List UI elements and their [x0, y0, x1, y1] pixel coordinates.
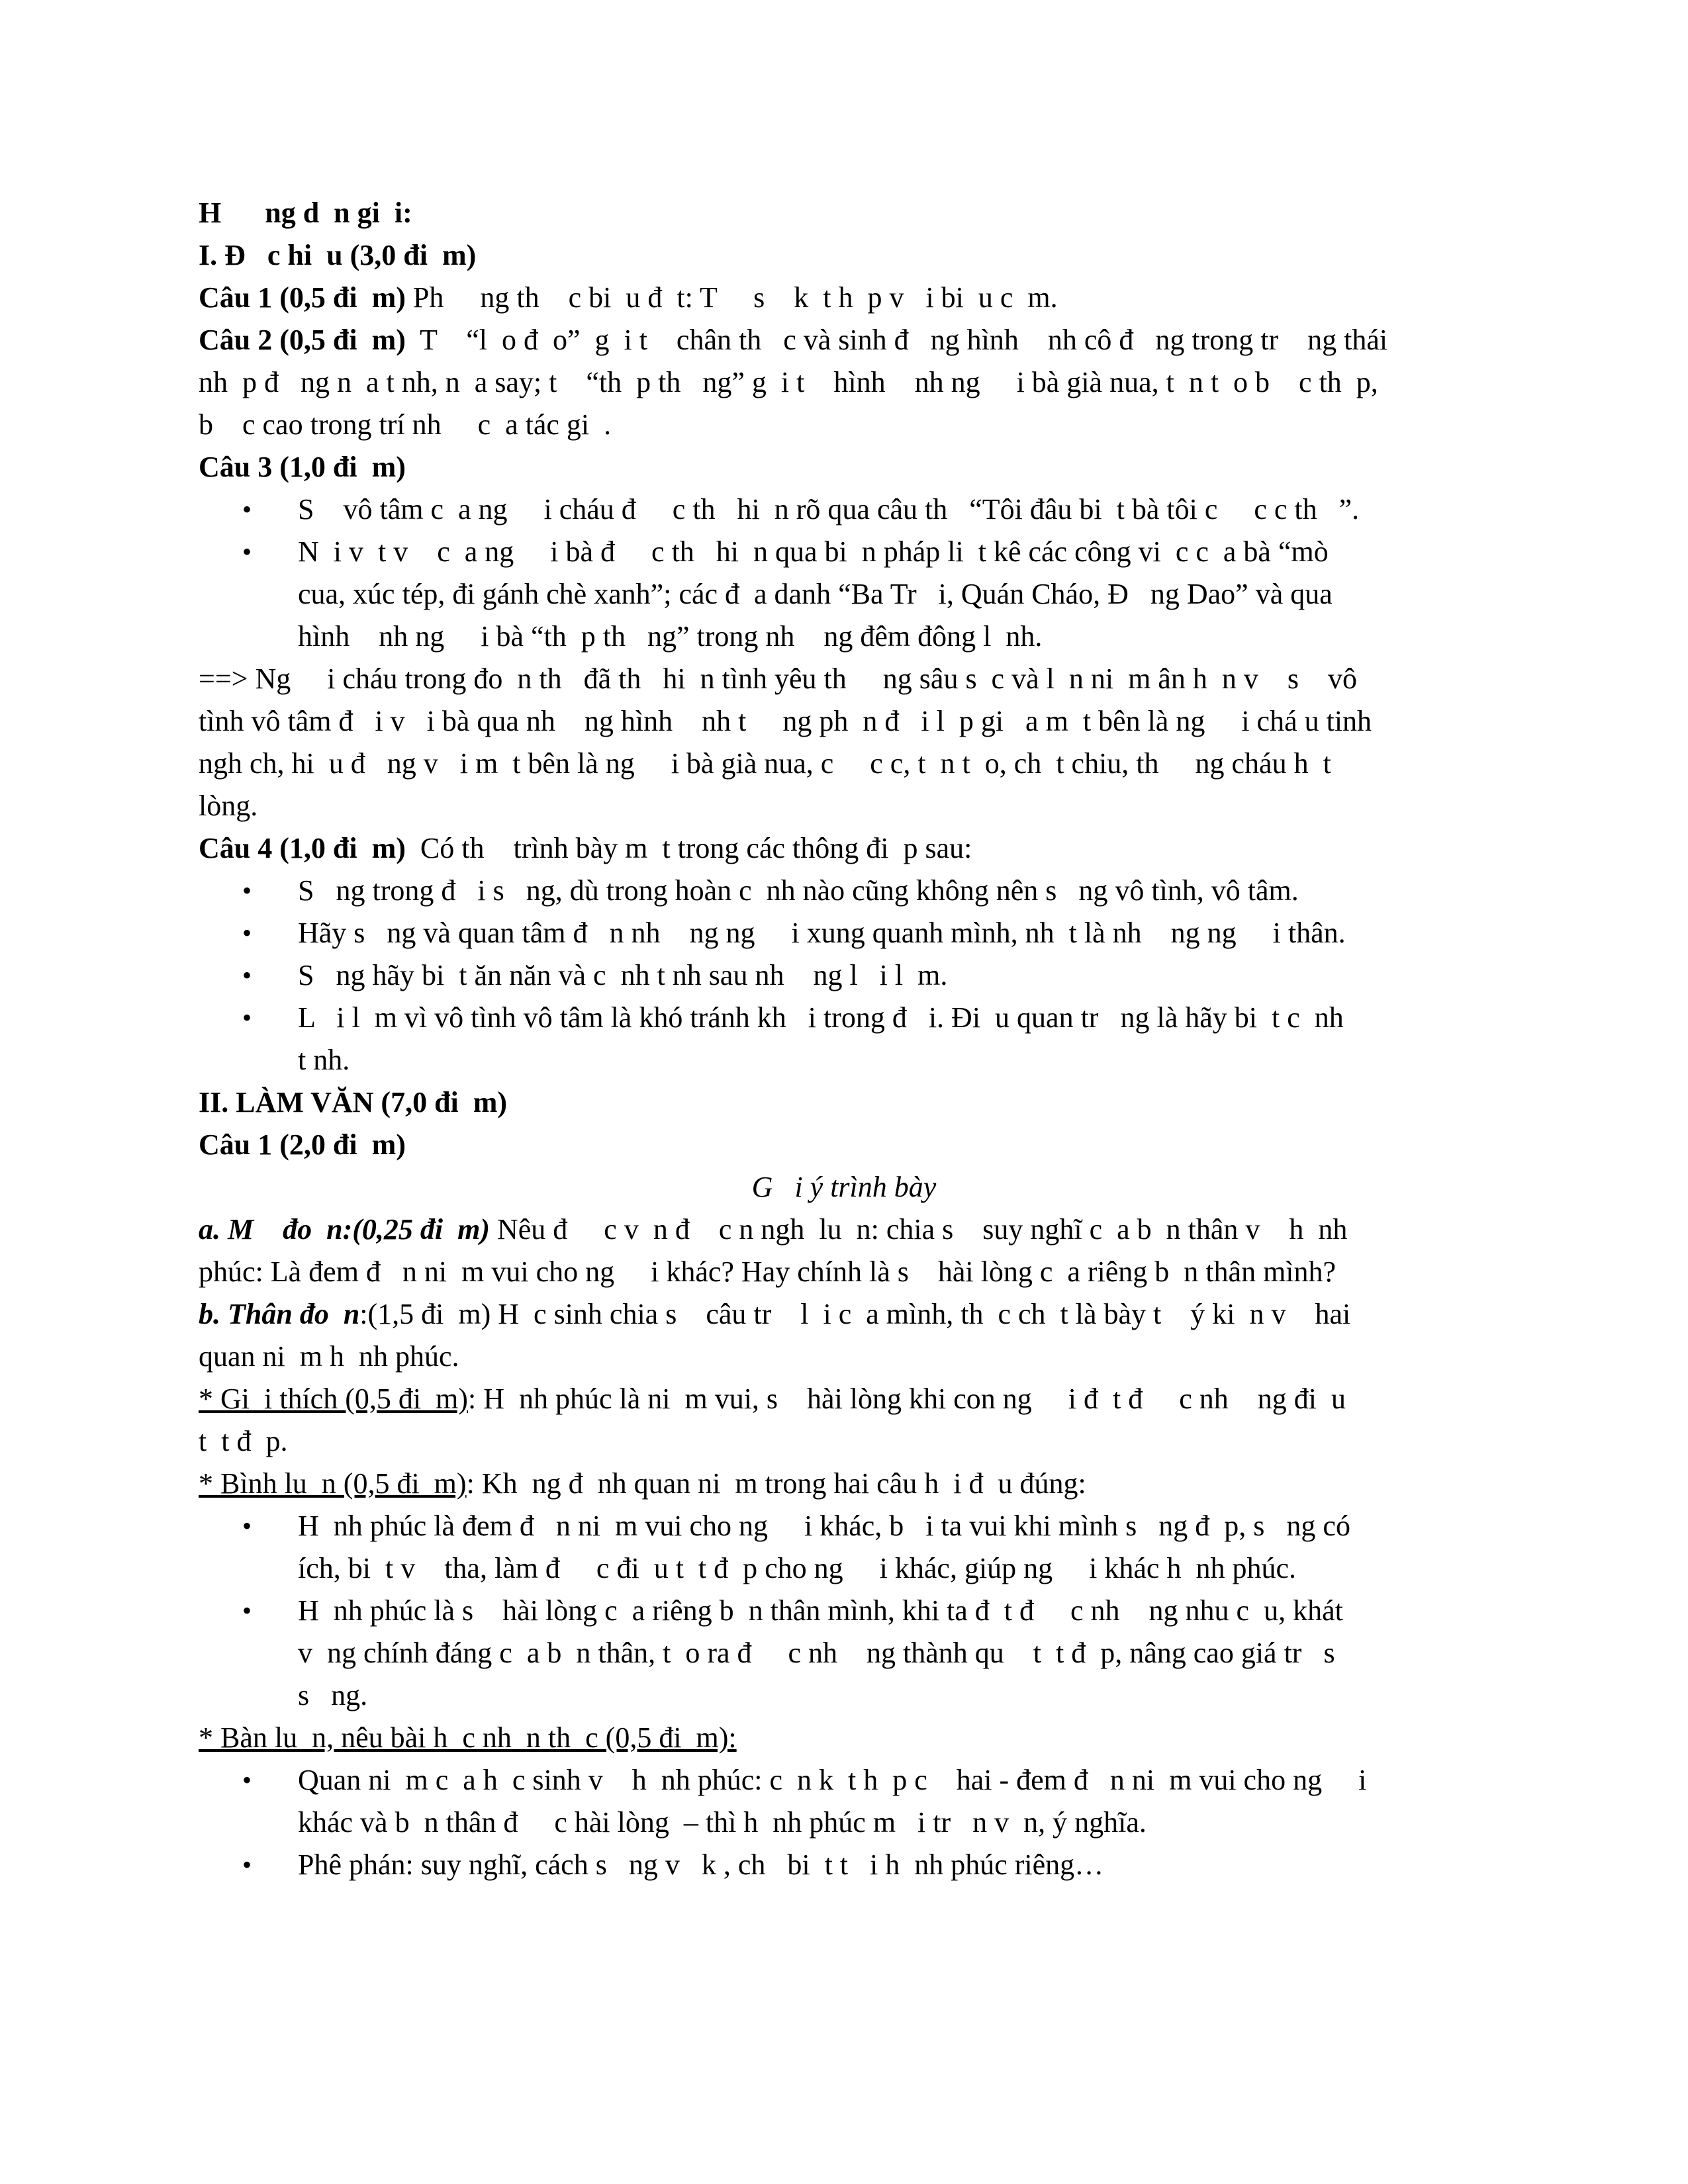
part-a-line: Nêu đ c v n đ c n ngh lu n: chia s suy nghĩ c a b n thân v h nh	[490, 1213, 1348, 1246]
explain	[199, 1378, 1489, 1420]
question-2-line: nh p đ ng n a t nh, n a say; t “th p th ng” g i t hình nh ng i bà già nua, t n t o b c th p,	[199, 366, 1378, 398]
list-item: • S vô tâm c a ng i cháu đ c th hi n rõ qua câu th “Tôi đâu bi t bà tôi c c c th ”.	[199, 488, 1489, 531]
list-item: • S ng trong đ i s ng, dù trong hoàn c nh nào cũng không nên s ng vô tình, vô tâm.	[199, 870, 1489, 912]
part-a-label: a. M đo n:(0,25 đi m)	[199, 1213, 490, 1246]
question-3-conclusion: ngh ch, hi u đ ng v i m t bên là ng i bà già nua, c c c, t n t o, ch t chiu, th ng cháu h t	[199, 747, 1331, 780]
list-item-continuation: ích, bi t v tha, làm đ c đi u t t đ p cho ng i khác, giúp ng i khác h nh phúc.	[298, 1552, 1296, 1584]
question-3-label: Câu 3 (1,0 đi m)	[199, 451, 406, 483]
discuss-label: * Bàn lu n, nêu bài h c nh n th c (0,5 đi m):	[199, 1721, 737, 1754]
question-3-conclusion: ==> Ng i cháu trong đo n th đã th hi n tình yêu th ng sâu s c và l n ni m ân h n v s vô	[199, 662, 1357, 695]
list-item: • H nh phúc là s hài lòng c a riêng b n thân mình, khi ta đ t đ c nh ng nhu c u, khát	[199, 1590, 1489, 1632]
explain-line: : H nh phúc là ni m vui, s hài lòng khi con ng i đ t đ c nh ng đi u	[467, 1383, 1346, 1415]
question-4	[199, 827, 1489, 870]
explain-line: t t đ p.	[199, 1425, 288, 1457]
question-3-conclusion: lòng.	[199, 790, 258, 822]
question-1-text: Ph ng th c bi u đ t: T s k t h p v i bi u c m.	[405, 281, 1058, 314]
section-1-title: I. Đ c hi u (3,0 đi m)	[199, 239, 477, 271]
question-4-bullets	[199, 870, 1489, 1081]
list-item-continuation: v ng chính đáng c a b n thân, t o ra đ c nh ng thành qu t t đ p, nâng cao giá tr s	[298, 1637, 1335, 1669]
question-4-text: Có th trình bày m t trong các thông đi p sau:	[405, 832, 972, 864]
question-3-bullets	[199, 488, 1489, 658]
list-item-continuation: khác và b n thân đ c hài lòng – thì h nh phúc m i tr n v n, ý nghĩa.	[298, 1806, 1147, 1839]
question-2	[199, 319, 1489, 361]
suggestion-heading: G i ý trình bày	[751, 1171, 937, 1203]
list-item-continuation: s ng.	[298, 1679, 368, 1711]
list-item: • L i l m vì vô tình vô tâm là khó tránh kh i trong đ i. Đi u quan tr ng là hãy bi t c nh	[199, 997, 1489, 1039]
question-1-label: Câu 1 (0,5 đi m)	[199, 281, 406, 314]
part-b	[199, 1293, 1489, 1336]
list-item: • Quan ni m c a h c sinh v h nh phúc: c n k t h p c hai - đem đ n ni m vui cho ng i	[199, 1759, 1489, 1801]
list-item: • S ng hãy bi t ăn năn và c nh t nh sau nh ng l i l m.	[199, 954, 1489, 997]
section-2-title: II. LÀM VĂN (7,0 đi m)	[199, 1086, 508, 1118]
section-2-question-1-label: Câu 1 (2,0 đi m)	[199, 1128, 406, 1161]
question-2-label: Câu 2 (0,5 đi m)	[199, 324, 406, 356]
list-item: • Hãy s ng và quan tâm đ n nh ng ng i xung quanh mình, nh t là nh ng ng i thân.	[199, 912, 1489, 954]
part-b-line: quan ni m h nh phúc.	[199, 1340, 459, 1373]
question-2-line: T “l o đ o” g i t chân th c và sinh đ ng hình nh cô đ ng trong tr ng thái	[405, 324, 1388, 356]
page-heading: H ng d n gi i:	[199, 197, 412, 229]
list-item: • Phê phán: suy nghĩ, cách s ng v k , ch bi t t i h nh phúc riêng…	[199, 1844, 1489, 1886]
list-item-continuation: cua, xúc tép, đi gánh chè xanh”; các đ a danh “Ba Tr i, Quán Cháo, Đ ng Dao” và qua	[298, 578, 1333, 610]
discuss-bullets	[199, 1759, 1489, 1886]
part-a-line: phúc: Là đem đ n ni m vui cho ng i khác? Hay chính là s hài lòng c a riêng b n thân mình?	[199, 1255, 1336, 1288]
question-2-line: b c cao trong trí nh c a tác gi .	[199, 408, 612, 441]
comment-bullets	[199, 1505, 1489, 1717]
comment	[199, 1463, 1489, 1505]
comment-label: * Bình lu n (0,5 đi m)	[199, 1467, 467, 1500]
part-a	[199, 1208, 1489, 1251]
part-b-line: :(1,5 đi m) H c sinh chia s câu tr l i c a mình, th c ch t là bày t ý ki n v hai	[359, 1298, 1351, 1330]
comment-text: : Kh ng đ nh quan ni m trong hai câu h i đ u đúng:	[466, 1467, 1086, 1500]
list-item: • H nh phúc là đem đ n ni m vui cho ng i khác, b i ta vui khi mình s ng đ p, s ng có	[199, 1505, 1489, 1547]
list-item-continuation: t nh.	[298, 1044, 350, 1076]
question-4-label: Câu 4 (1,0 đi m)	[199, 832, 406, 864]
document-page	[199, 192, 1489, 1886]
explain-label: * Gi i thích (0,5 đi m)	[199, 1383, 468, 1415]
question-3-conclusion: tình vô tâm đ i v i bà qua nh ng hình nh t ng ph n đ i l p gi a m t bên là ng i chá u tinh	[199, 705, 1372, 737]
list-item: • N i v t v c a ng i bà đ c th hi n qua bi n pháp li t kê các công vi c c a bà “mò	[199, 531, 1489, 573]
list-item-continuation: hình nh ng i bà “th p th ng” trong nh ng đêm đông l nh.	[298, 620, 1043, 653]
part-b-label: b. Thân đo n	[199, 1298, 360, 1330]
question-1	[199, 277, 1489, 319]
